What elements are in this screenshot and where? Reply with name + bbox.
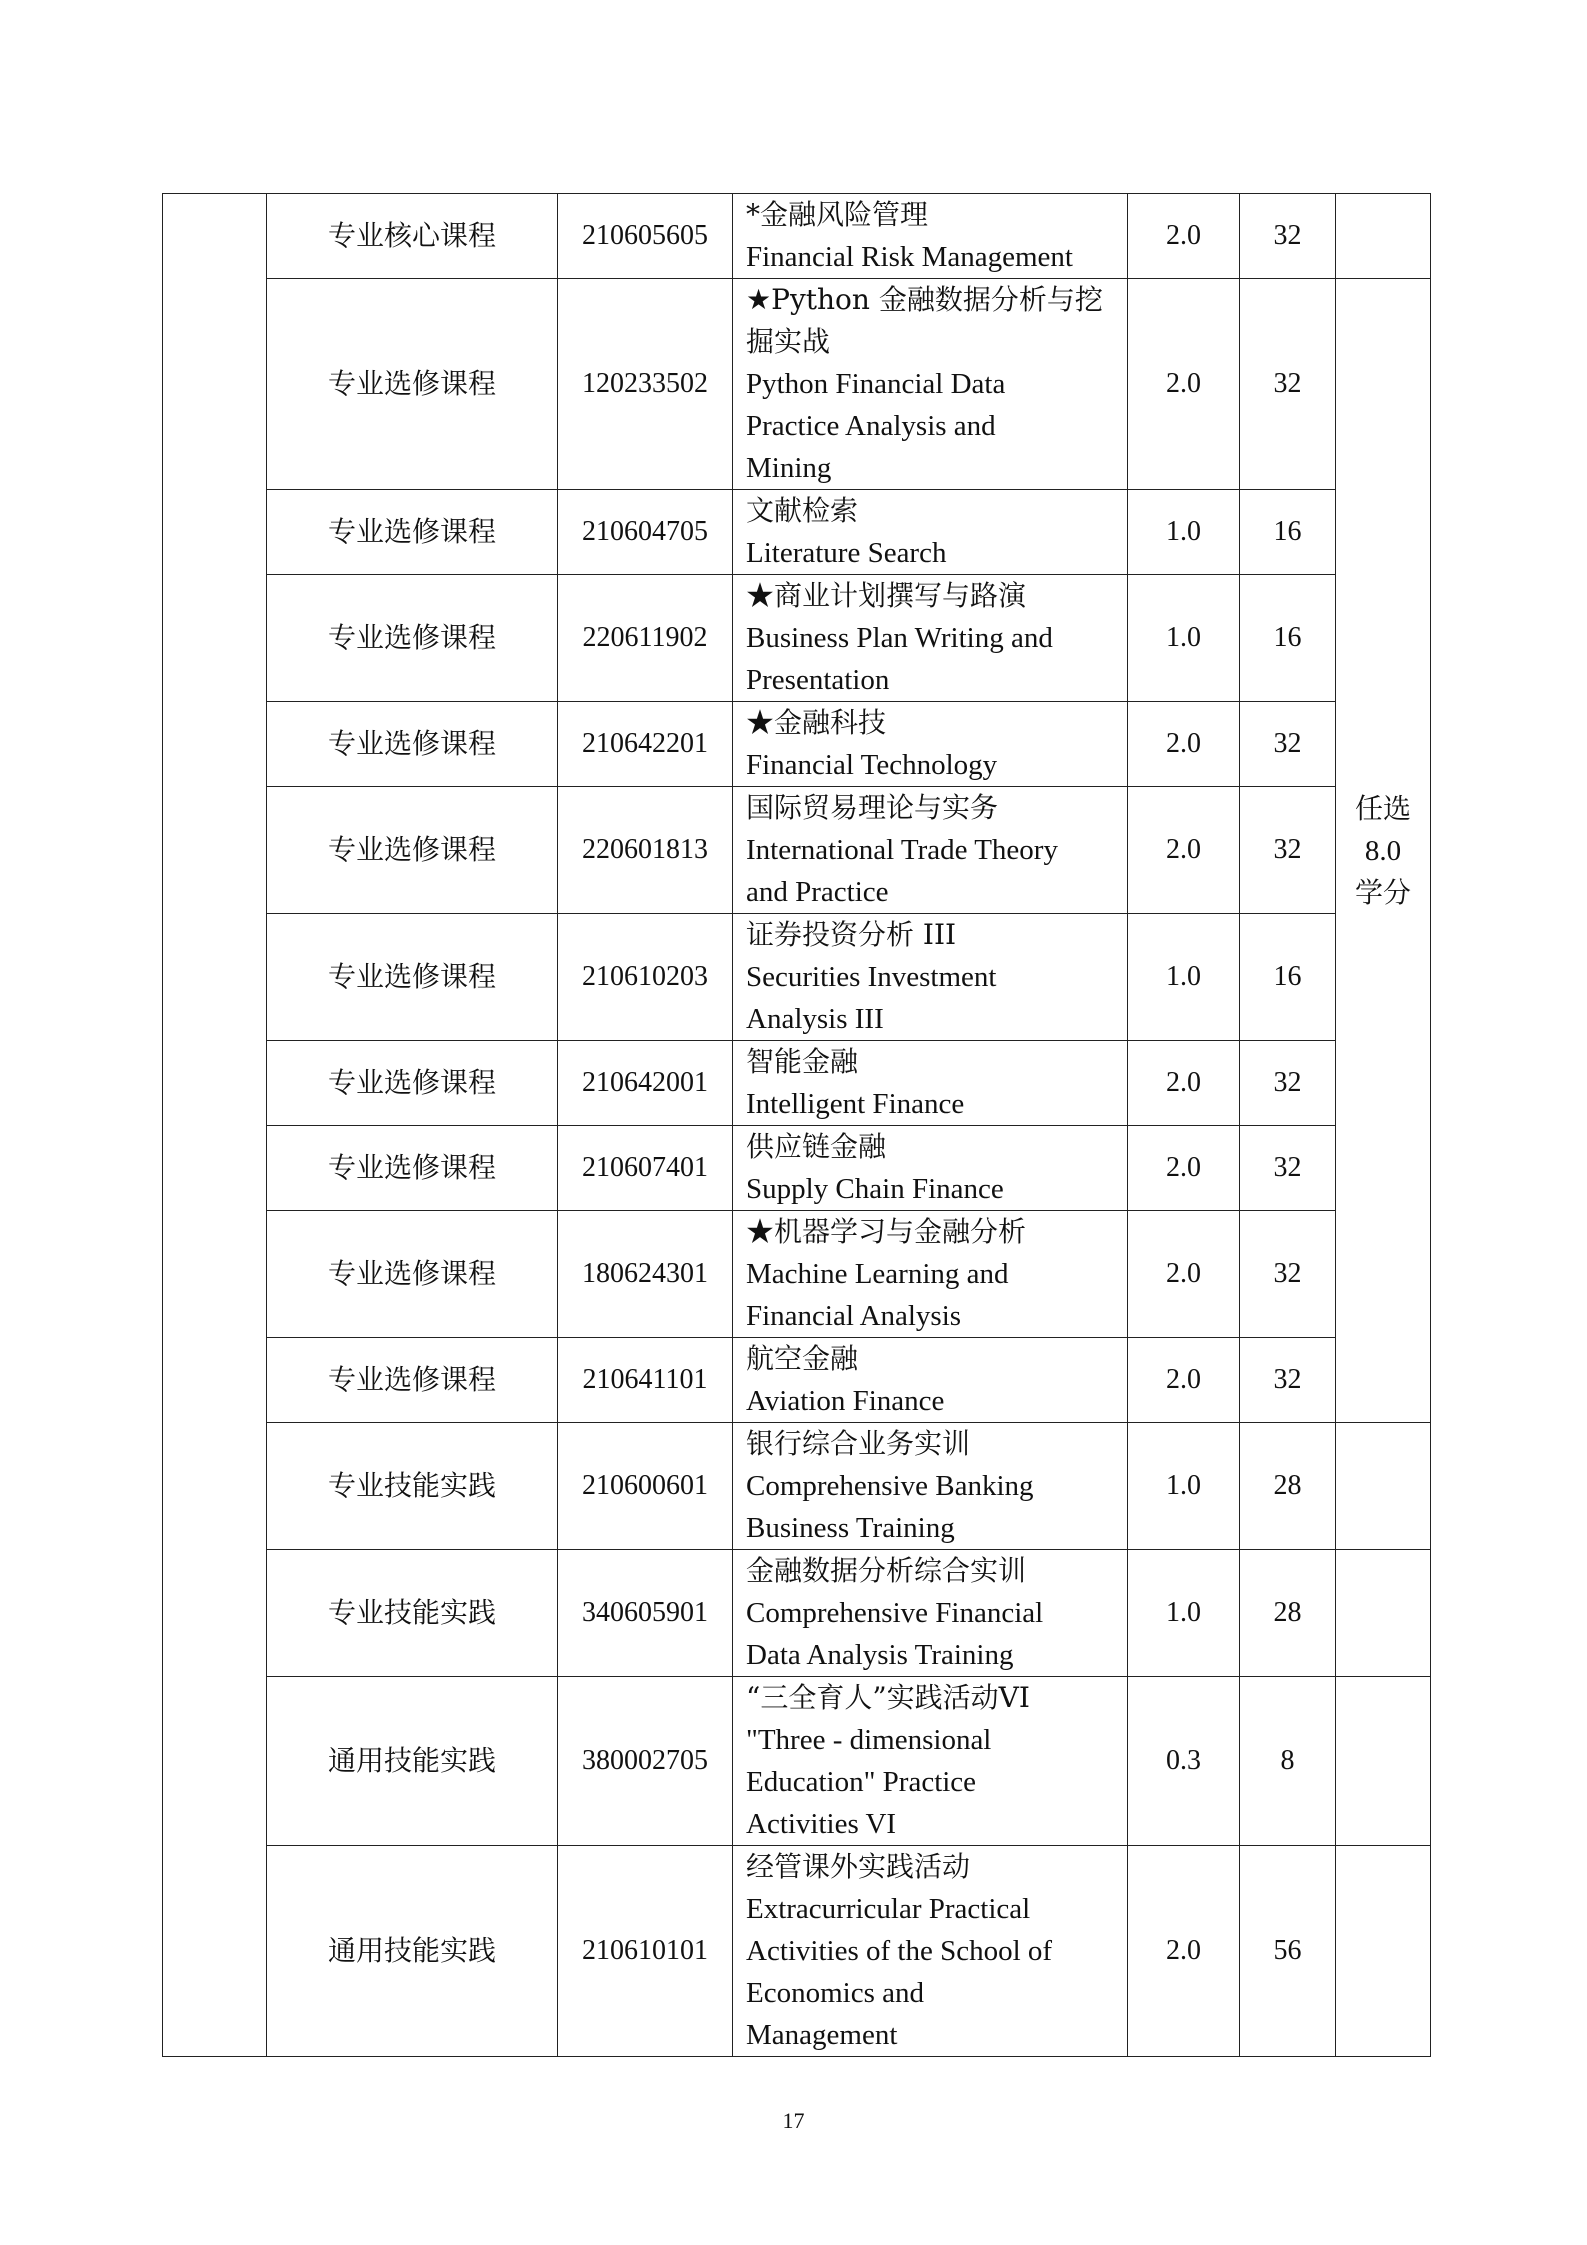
table-row [163,702,1431,787]
credit-cell: 2.0 [1128,1846,1240,2057]
table-row [163,787,1431,914]
page-number: 17 [782,2108,805,2133]
table-row [163,194,1431,279]
course-name-cn: 文献检索 [746,494,859,527]
category-cell: 专业选修课程 [267,1126,558,1211]
course-code-cell: 210610203 [558,914,733,1041]
course-name-en-line: Machine Learning and [746,1258,1009,1290]
credit-cell: 2.0 [1128,1041,1240,1126]
course-name-en-line: "Three - dimensional [746,1724,992,1756]
course-name-cn: ★金融科技 [746,706,887,739]
course-name-en-line: Data Analysis Training [746,1639,1014,1671]
course-name-cn: 经管课外实践活动 [746,1850,971,1883]
course-name-en-line: Practice Analysis and [746,410,996,442]
note-cell [1336,194,1431,279]
credit-cell: 1.0 [1128,1423,1240,1550]
credit-cell: 2.0 [1128,1211,1240,1338]
course-name-cell [733,787,1128,914]
table-row [163,1550,1431,1677]
table-row [163,1211,1431,1338]
credit-cell: 1.0 [1128,490,1240,575]
course-name-en-line: Securities Investment [746,961,997,993]
course-name-en-line: and Practice [746,876,889,908]
table-body [163,194,1431,2057]
hours-cell: 32 [1240,279,1336,490]
table-row [163,1126,1431,1211]
course-name-en-line: Supply Chain Finance [746,1173,1004,1205]
course-code-cell: 180624301 [558,1211,733,1338]
course-name-cell [733,279,1128,490]
hours-cell: 32 [1240,1338,1336,1423]
course-name-cn: ★商业计划撰写与路演 [746,579,1027,612]
course-name-cell [733,490,1128,575]
course-code-cell: 210604705 [558,490,733,575]
course-code-cell: 210642201 [558,702,733,787]
course-name-cn: “三全育人”实践活动VI [746,1681,1030,1714]
course-name-cn: 银行综合业务实训 [746,1427,971,1460]
category-cell: 通用技能实践 [267,1846,558,2057]
course-name-cn: 证券投资分析 III [746,918,957,951]
credit-cell: 2.0 [1128,1338,1240,1423]
course-name-en-line: Extracurricular Practical [746,1893,1031,1925]
course-code-cell: 380002705 [558,1677,733,1846]
course-code-cell: 120233502 [558,279,733,490]
course-name-cell [733,194,1128,279]
course-name-en-line: International Trade Theory [746,834,1058,866]
hours-cell: 32 [1240,702,1336,787]
table-row [163,1677,1431,1846]
course-name-en-line: Python Financial Data [746,368,1006,400]
credit-cell: 2.0 [1128,787,1240,914]
category-cell: 专业选修课程 [267,279,558,490]
course-name-cn: 航空金融 [746,1342,859,1375]
category-cell: 专业核心课程 [267,194,558,279]
credit-cell: 2.0 [1128,702,1240,787]
course-name-en-line: Financial Technology [746,749,998,781]
course-name-en-line: Analysis III [746,1003,884,1035]
course-name-cn: 供应链金融 [746,1130,887,1163]
course-code-cell: 210605605 [558,194,733,279]
elective-note-line1: 任选 [1354,791,1411,825]
course-name-cn: 金融数据分析综合实训 [746,1554,1027,1587]
course-name-cell [733,1550,1128,1677]
hours-cell: 32 [1240,787,1336,914]
course-code-cell: 210610101 [558,1846,733,2057]
table-row [163,1338,1431,1423]
course-name-en-line: Comprehensive Financial [746,1597,1044,1629]
category-cell: 专业技能实践 [267,1423,558,1550]
note-cell [1336,1423,1431,1550]
hours-cell: 16 [1240,914,1336,1041]
note-cell [1336,1550,1431,1677]
course-name-cell [733,1126,1128,1211]
note-cell [1336,1846,1431,2057]
course-name-en-line: Management [746,2019,898,2051]
elective-note-line2: 8.0 [1364,834,1402,867]
course-name-cell [733,575,1128,702]
category-cell: 专业选修课程 [267,702,558,787]
hours-cell: 32 [1240,1211,1336,1338]
course-code-cell: 340605901 [558,1550,733,1677]
table-row [163,279,1431,490]
course-name-en-line: Activities of the School of [746,1935,1053,1967]
credit-cell: 1.0 [1128,1550,1240,1677]
credit-cell: 1.0 [1128,575,1240,702]
course-name-en-line: Economics and [746,1977,924,2009]
course-name-en-line: Business Plan Writing and [746,622,1053,654]
hours-cell: 16 [1240,575,1336,702]
credit-cell: 2.0 [1128,279,1240,490]
hours-cell: 28 [1240,1550,1336,1677]
category-cell: 专业选修课程 [267,787,558,914]
course-code-cell: 210600601 [558,1423,733,1550]
category-cell: 通用技能实践 [267,1677,558,1846]
category-cell: 专业选修课程 [267,575,558,702]
course-name-cn: *金融风险管理 [746,198,929,231]
hours-cell: 32 [1240,1041,1336,1126]
course-name-en-line: Financial Analysis [746,1300,962,1332]
table-row [163,490,1431,575]
category-cell: 专业选修课程 [267,1211,558,1338]
course-name-cell [733,702,1128,787]
course-name-cell [733,914,1128,1041]
course-name-en-line: Comprehensive Banking [746,1470,1034,1502]
course-code-cell: 220611902 [558,575,733,702]
course-table [162,193,1431,2057]
course-name-en-line: Business Training [746,1512,955,1544]
credit-cell: 2.0 [1128,194,1240,279]
elective-note-cell [1336,279,1431,1423]
hours-cell: 32 [1240,194,1336,279]
note-cell [1336,1677,1431,1846]
course-name-en-line: Activities VI [746,1808,897,1840]
hours-cell: 32 [1240,1126,1336,1211]
category-cell: 专业选修课程 [267,1041,558,1126]
hours-cell: 28 [1240,1423,1336,1550]
credit-cell: 2.0 [1128,1126,1240,1211]
group-cell [163,194,267,2057]
hours-cell: 56 [1240,1846,1336,2057]
table-row [163,1846,1431,2057]
table-row [163,914,1431,1041]
course-name-cn: 国际贸易理论与实务 [746,791,999,824]
credit-cell: 0.3 [1128,1677,1240,1846]
table-row [163,1041,1431,1126]
course-name-cell [733,1677,1128,1846]
course-code-cell: 220601813 [558,787,733,914]
category-cell: 专业选修课程 [267,914,558,1041]
course-name-cell [733,1211,1128,1338]
hours-cell: 8 [1240,1677,1336,1846]
course-name-cell [733,1846,1128,2057]
hours-cell: 16 [1240,490,1336,575]
course-name-en-line: Literature Search [746,537,947,569]
table-row [163,1423,1431,1550]
course-name-en-line: Education" Practice [746,1766,977,1798]
category-cell: 专业选修课程 [267,1338,558,1423]
course-code-cell: 210642001 [558,1041,733,1126]
course-name-en-line: Mining [746,452,832,484]
category-cell: 专业技能实践 [267,1550,558,1677]
elective-note-line3: 学分 [1354,875,1411,909]
course-name-cell [733,1423,1128,1550]
course-name-en-line: Intelligent Finance [746,1088,965,1120]
course-name-cn: ★机器学习与金融分析 [746,1215,1027,1248]
course-name-cn: ★Python 金融数据分析与挖掘实战 [746,283,1103,358]
credit-cell: 1.0 [1128,914,1240,1041]
category-cell: 专业选修课程 [267,490,558,575]
course-name-cn: 智能金融 [746,1045,859,1078]
course-name-cell [733,1041,1128,1126]
course-name-cell [733,1338,1128,1423]
course-code-cell: 210607401 [558,1126,733,1211]
course-name-en-line: Aviation Finance [746,1385,945,1417]
course-name-en-line: Presentation [746,664,890,696]
course-code-cell: 210641101 [558,1338,733,1423]
table-row [163,575,1431,702]
course-name-en-line: Financial Risk Management [746,241,1073,273]
